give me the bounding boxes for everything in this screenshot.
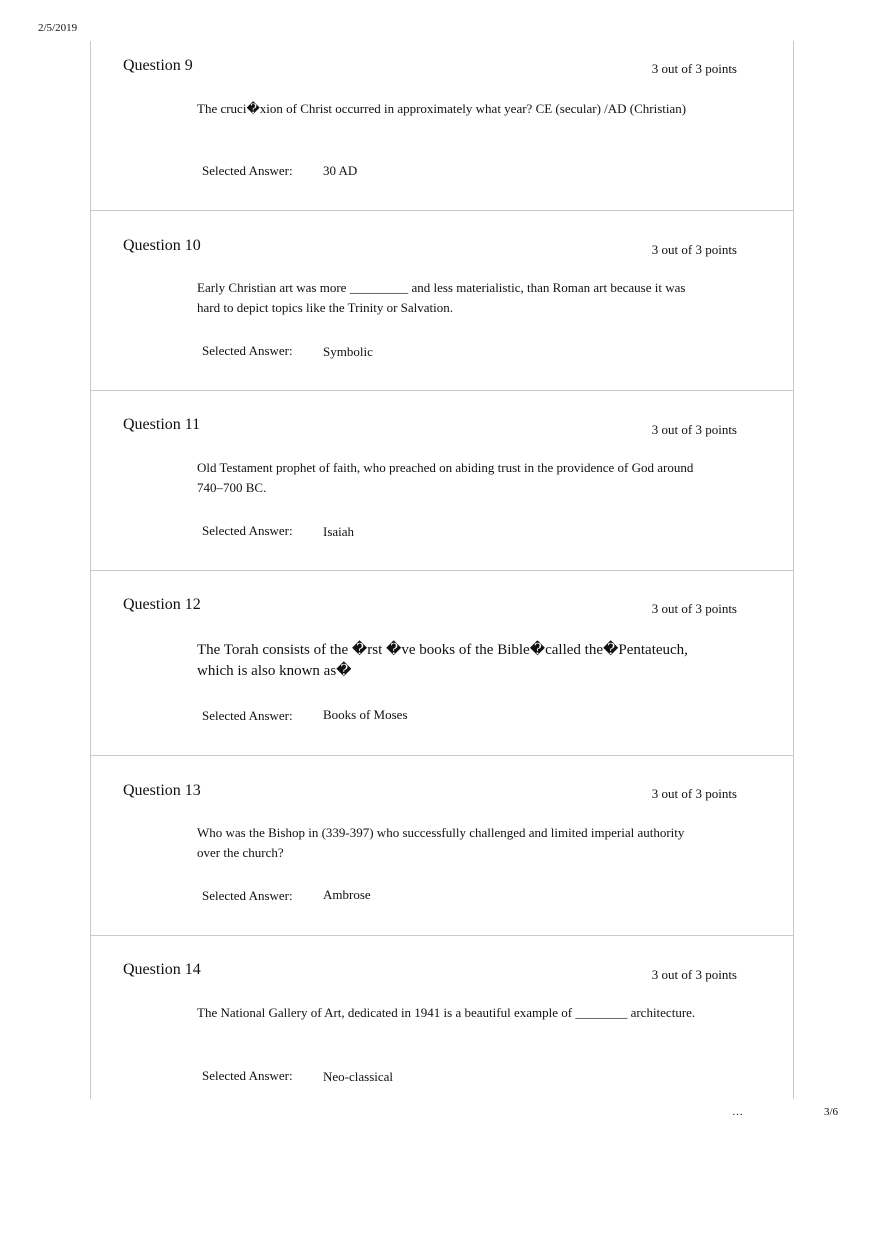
question-item	[91, 41, 793, 211]
question-text: The Torah consists of the �rst �ve books of the Bible�called the�Pentateuch, which is also known as�	[197, 642, 688, 679]
selected-answer-value: Neo-classical	[323, 1069, 394, 1084]
question-title: Question 13	[123, 782, 201, 799]
question-text: Old Testament prophet of faith, who preached on abiding trust in the providence of God around 740–700 BC.	[197, 460, 694, 495]
print-date: 2/5/2019	[38, 22, 78, 34]
question-text: Early Christian art was more _________ and less materialistic, than Roman art because it was hard to depict topics like the Trinity or Salvation.	[197, 280, 686, 315]
question-title: Question 14	[123, 961, 201, 978]
question-text: The cruci�xion of Christ occurred in approximately what year? CE (secular) /AD (Christian)	[197, 101, 687, 116]
question-points: 3 out of 3 points	[651, 422, 737, 437]
question-text: Who was the Bishop in (339-397) who successfully challenged and limited imperial authority over the church?	[197, 825, 685, 860]
question-item	[91, 936, 793, 1099]
selected-answer-value: Symbolic	[323, 344, 373, 359]
selected-answer-label: Selected Answer:	[202, 523, 293, 538]
question-title: Question 10	[123, 237, 201, 254]
selected-answer-label: Selected Answer:	[202, 1068, 293, 1083]
question-points: 3 out of 3 points	[651, 967, 737, 982]
selected-answer-label: Selected Answer:	[202, 163, 293, 178]
question-points: 3 out of 3 points	[651, 242, 737, 257]
selected-answer-value: Isaiah	[323, 524, 355, 539]
question-item	[91, 571, 793, 756]
question-item	[91, 211, 793, 391]
question-list	[90, 41, 794, 1099]
selected-answer-label: Selected Answer:	[202, 343, 293, 358]
question-points: 3 out of 3 points	[651, 601, 737, 616]
question-item	[91, 391, 793, 571]
question-item	[91, 756, 793, 936]
question-points: 3 out of 3 points	[651, 61, 737, 76]
page-number: 3/6	[824, 1106, 839, 1118]
selected-answer-value: 30 AD	[323, 163, 358, 178]
question-points: 3 out of 3 points	[651, 786, 737, 801]
selected-answer-label: Selected Answer:	[202, 888, 293, 903]
selected-answer-value: Books of Moses	[323, 707, 408, 722]
question-title: Question 12	[123, 596, 201, 613]
footer-ellipsis: …	[732, 1106, 743, 1118]
selected-answer-value: Ambrose	[323, 887, 371, 902]
question-title: Question 9	[123, 57, 193, 74]
selected-answer-label: Selected Answer:	[202, 708, 293, 723]
question-title: Question 11	[123, 416, 201, 433]
question-text: The National Gallery of Art, dedicated in 1941 is a beautiful example of ________ architecture.	[197, 1005, 696, 1020]
